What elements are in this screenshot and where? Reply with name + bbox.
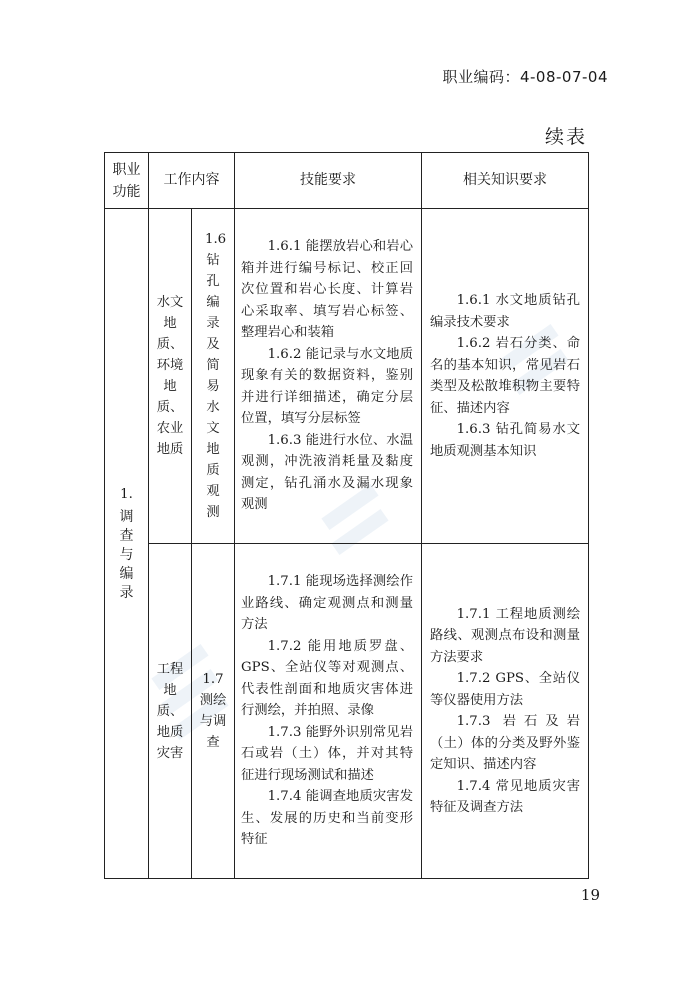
- knowledge-item: 1.6.2 岩石分类、命名的基本知识，常见岩石类型及松散堆积物主要特征、描述内容: [430, 336, 580, 416]
- continued-label: 续表: [544, 126, 587, 148]
- skill-item: 1.7.3 能野外识别常见岩石或岩（土）体，并对其特征进行现场测试和描述: [241, 724, 413, 783]
- function-cell: [105, 209, 149, 879]
- skill-item: 1.7.4 能调查地质灾害发生、发展的历史和当前变形特征: [241, 789, 413, 848]
- item-cell: 1.7测绘与调查: [192, 544, 235, 879]
- skill-requirements-cell: [235, 544, 422, 879]
- item-cell: 1.6钻孔编录及简易水文地质观测: [192, 209, 235, 544]
- skill-item: 1.6.1 能摆放岩心和岩心箱并进行编号标记、校正回次位置和岩心长度、计算岩心采取率、填写岩心标签、整理岩心和装箱: [241, 239, 413, 341]
- header-knowledge-requirements: 相关知识要求: [422, 153, 589, 209]
- knowledge-requirements-cell: [422, 544, 589, 879]
- page-number: 19: [580, 886, 600, 904]
- skill-requirements-cell: [235, 209, 422, 544]
- knowledge-item: 1.7.2 GPS、全站仪等仪器使用方法: [430, 671, 580, 708]
- knowledge-item: 1.7.4 常见地质灾害特征及调查方法: [430, 778, 580, 815]
- skill-item: 1.6.3 能进行水位、水温观测，冲洗液消耗量及黏度测定，钻孔涌水及漏水现象观测: [241, 432, 413, 513]
- knowledge-item: 1.7.1 工程地质测绘路线、观测点布设和测量方法要求: [430, 606, 580, 665]
- header-work-content: 工作内容: [149, 153, 235, 209]
- skill-standard-table: [104, 152, 589, 879]
- knowledge-item: 1.6.3 钻孔简易水文地质观测基本知识: [430, 422, 580, 459]
- knowledge-item: 1.7.3 岩石及岩（土）体的分类及野外鉴定知识、描述内容: [430, 714, 580, 772]
- header-function: 职业功能: [105, 153, 149, 209]
- table-row: [105, 544, 589, 879]
- knowledge-requirements-cell: [422, 209, 589, 544]
- occupation-code: 职业编码：4-08-07-04: [442, 68, 608, 86]
- header-skill-requirements: 技能要求: [235, 153, 422, 209]
- skill-item: 1.6.2 能记录与水文地质现象有关的数据资料，鉴别并进行详细描述，确定分层位置，填写分层标签: [241, 346, 413, 427]
- function-name: 调查与编录: [119, 508, 134, 601]
- category-cell: 工程地质、地质灾害: [149, 544, 192, 879]
- skill-item: 1.7.1 能现场选择测绘作业路线、确定观测点和测量方法: [241, 574, 413, 633]
- category-cell: 水文地质、环境地质、农业地质: [149, 209, 192, 544]
- table-header-row: [105, 153, 589, 209]
- function-number: 1.: [120, 487, 133, 503]
- table-row: [105, 209, 589, 544]
- knowledge-item: 1.6.1 水文地质钻孔编录技术要求: [430, 293, 580, 330]
- skill-item: 1.7.2 能用地质罗盘、GPS、全站仪等对观测点、代表性剖面和地质灾害体进行测绘，并拍照、录像: [241, 638, 413, 719]
